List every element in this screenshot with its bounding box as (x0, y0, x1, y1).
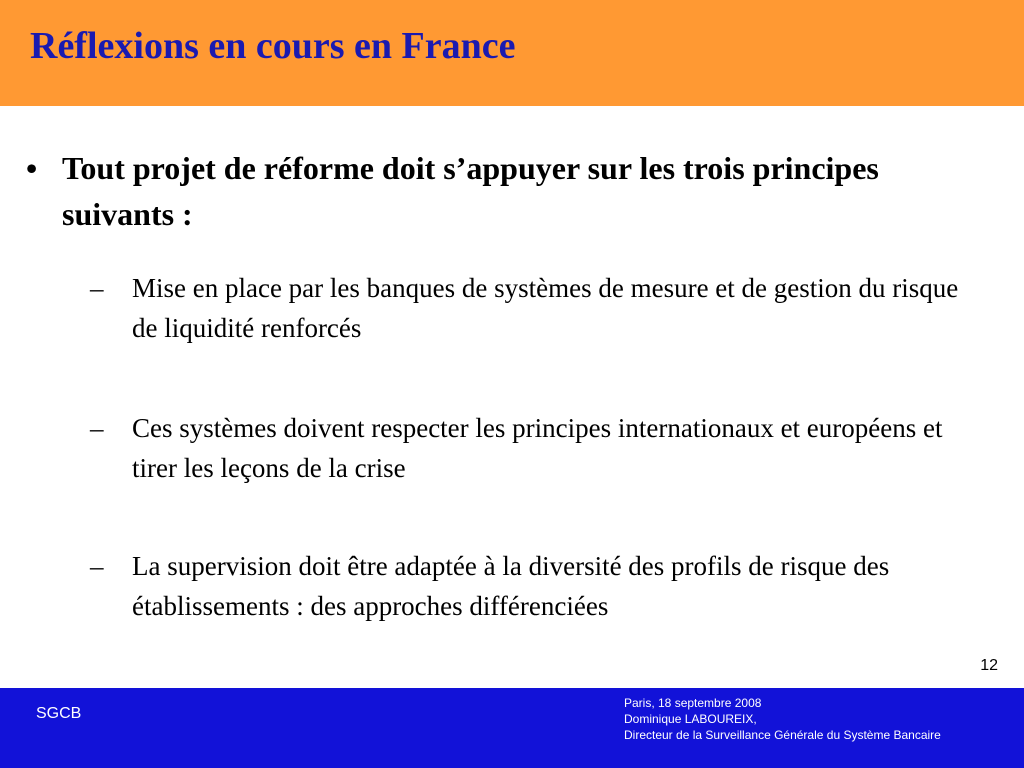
sub-bullet-text: Mise en place par les banques de systèmes de mesure et de gestion du risque de liquidité renforcés (132, 273, 959, 343)
footer-bar (0, 688, 1024, 768)
sub-bullet-text: La supervision doit être adaptée à la diversité des profils de risque des établissements : des approches différenciées (132, 551, 890, 621)
bullet-marker: • (26, 150, 38, 186)
page-number: 12 (980, 657, 998, 674)
footer-date-line: Paris, 18 septembre 2008 (624, 696, 762, 710)
footer-info (624, 695, 1014, 743)
footer-org-label: SGCB (36, 705, 82, 722)
main-bullet (26, 145, 986, 237)
footer-role-line: Directeur de la Surveillance Générale du Système Bancaire (624, 728, 941, 742)
footer-author-line: Dominique LABOUREIX, (624, 712, 757, 726)
sub-bullet-2 (90, 408, 990, 488)
title-bar (0, 0, 1024, 106)
main-bullet-text: Tout projet de réforme doit s’appuyer sur les trois principes suivants : (62, 150, 879, 232)
dash-marker: – (90, 551, 104, 581)
dash-marker: – (90, 273, 104, 303)
slide-title: Réflexions en cours en France (30, 25, 516, 67)
dash-marker: – (90, 413, 104, 443)
sub-bullet-3 (90, 546, 990, 626)
sub-bullet-1 (90, 268, 990, 348)
sub-bullet-text: Ces systèmes doivent respecter les principes internationaux et européens et tirer les leçons de la crise (132, 413, 943, 483)
